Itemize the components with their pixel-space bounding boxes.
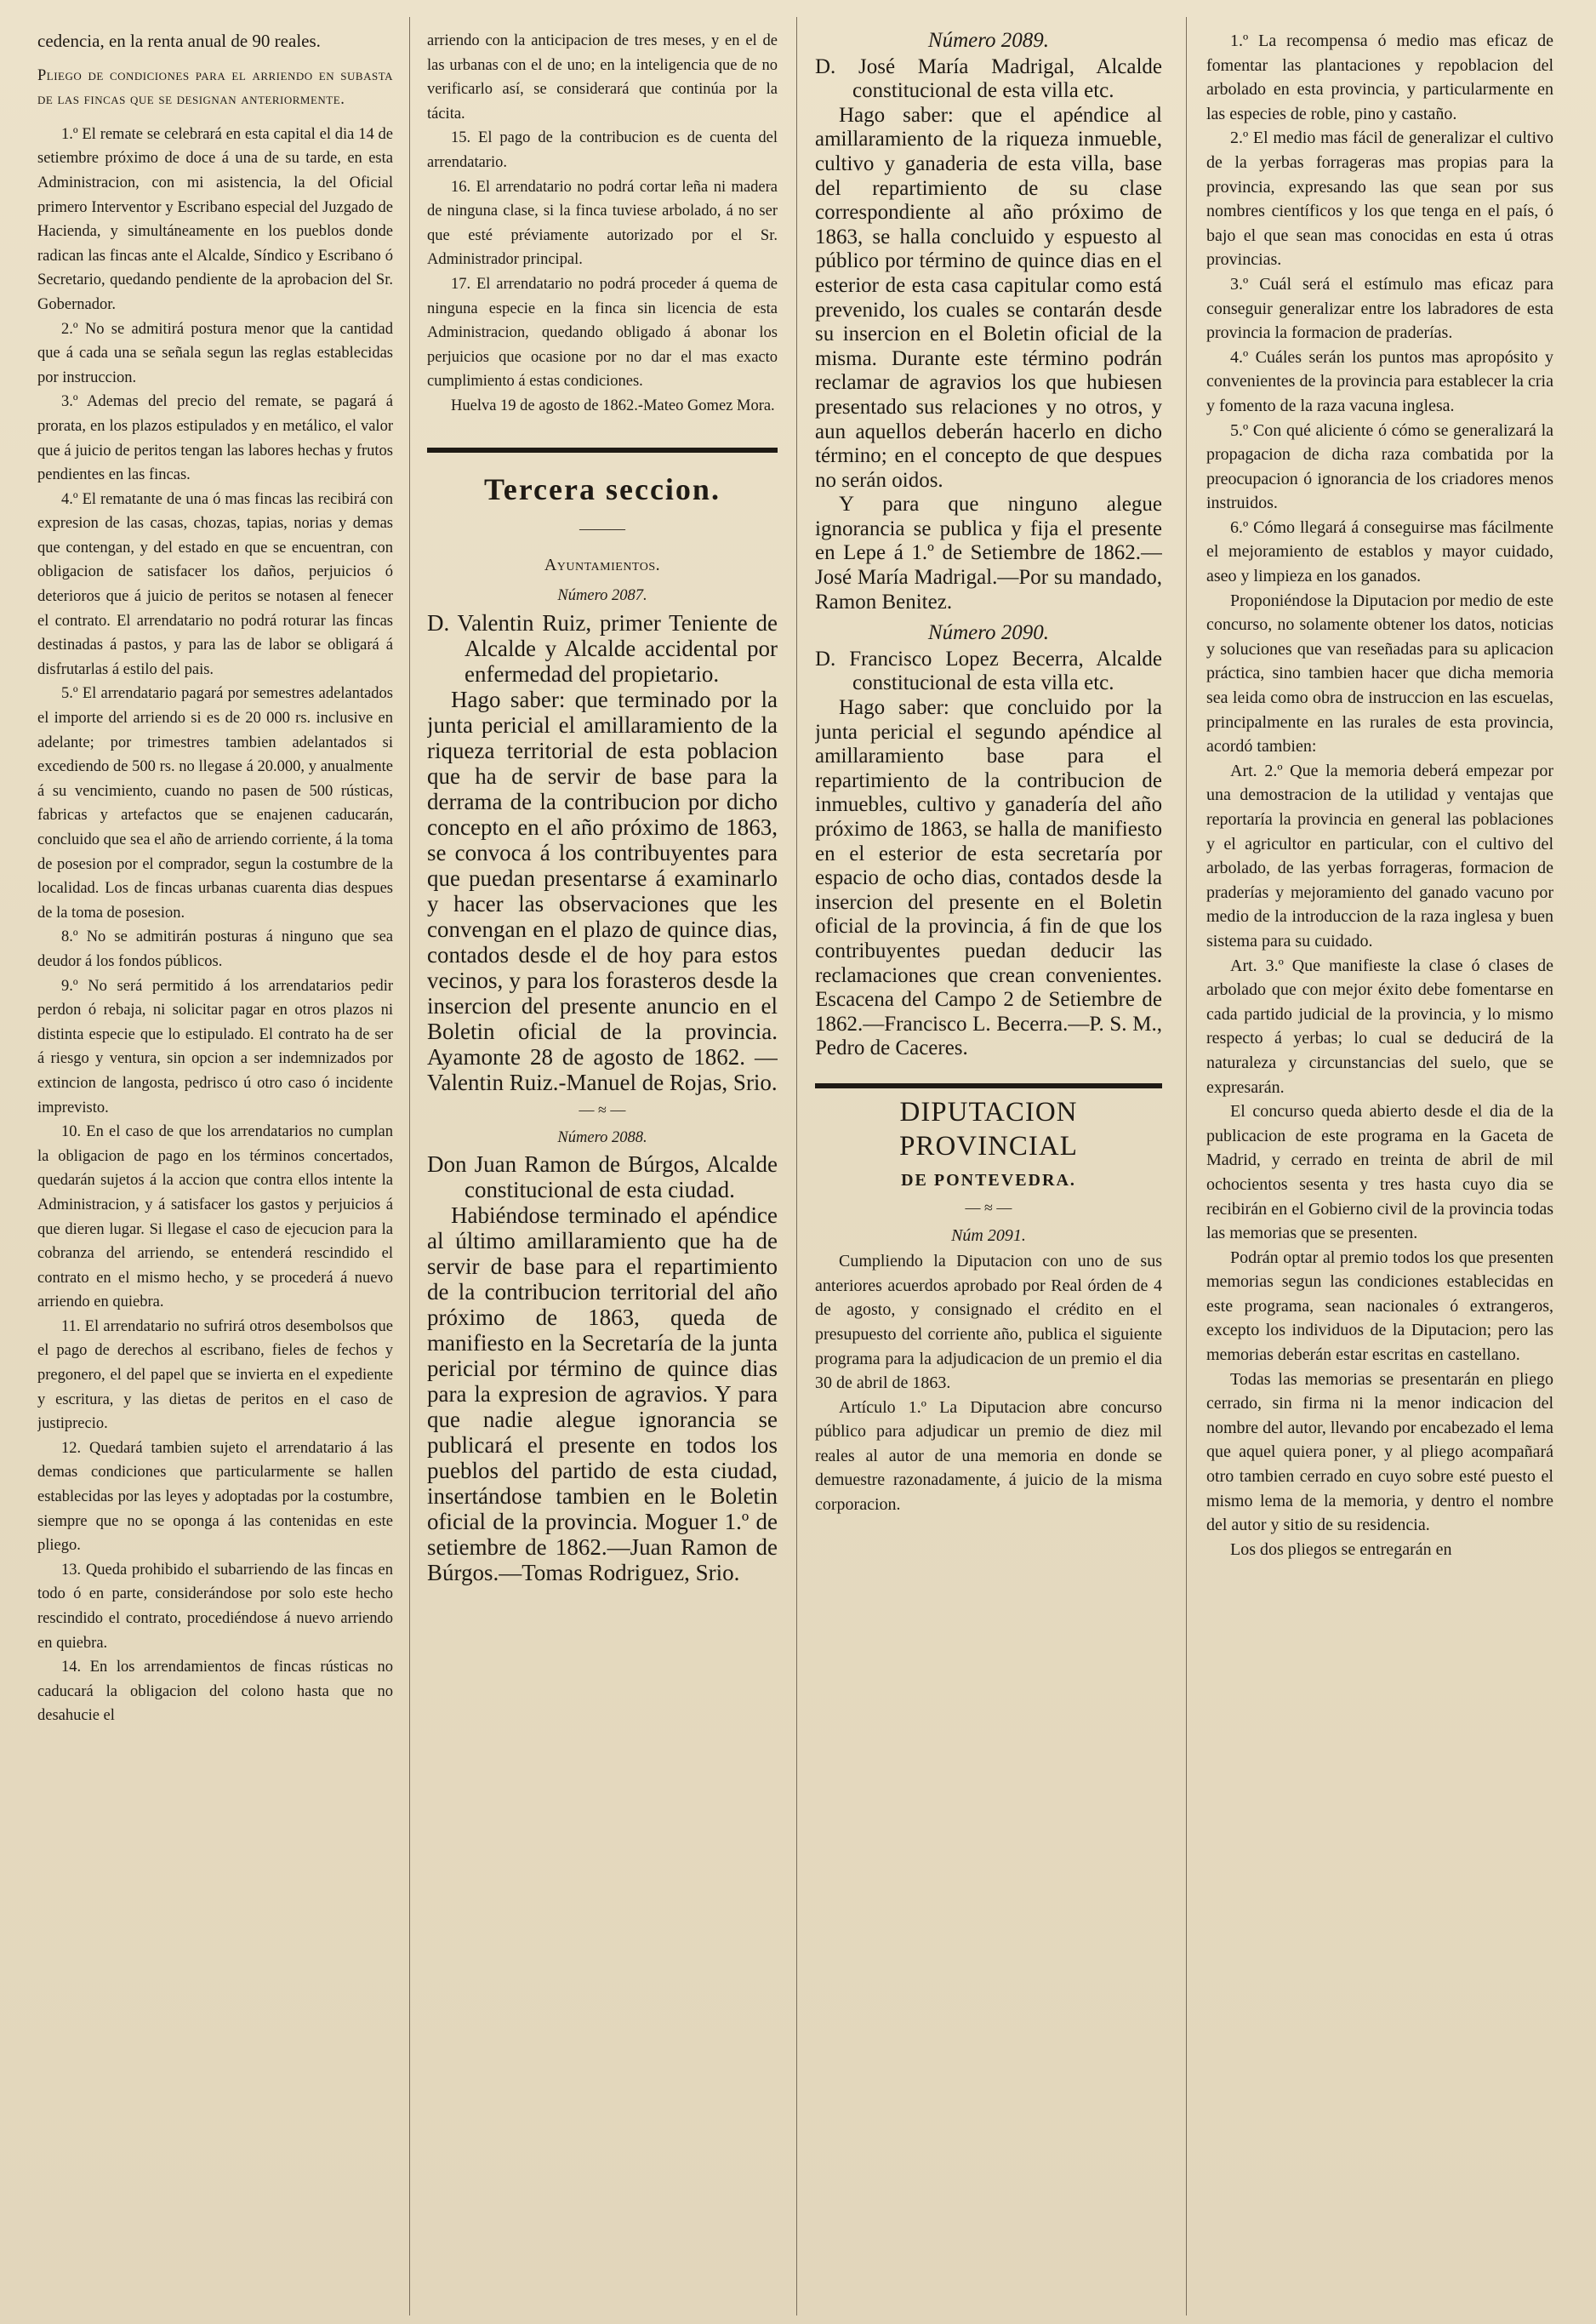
paragraph: Proponiéndose la Diputacion por medio de este concurso, no solamente obtener los datos, noticias y soluciones que van reseñadas para su aplicacion práctica, sino tambien hacer que dicha memoria sea leida como obra de instruccion en las escuelas, principalmente en las rurales de esta provincia, acordó tambien:	[1206, 591, 1553, 757]
notice-heading: D. Valentin Ruiz, primer Teniente de Alcalde y Alcalde accidental por enfermedad del propietario.	[427, 609, 778, 687]
paragraph: 6.º Cómo llegará á conseguirse mas fácilmente el mejoramiento de establos y mayor cuidado, aseo y limpieza en los ganados.	[1206, 517, 1553, 586]
paragraph: 10. En el caso de que los arrendatarios no cumplan la obligacion de pago en los términos concertados, quedarán sujetos á la accion que contra ellos intente la Administracion, y á satisfacer los gastos y perjuicios á que dieren lugar. Si llegase el caso de ejecucion para la cobranza del arriendo, se entenderá rescindido el contrato en el mismo hecho, y se procederá á nuevo arriendo en quiebra.	[37, 1123, 393, 1311]
notice-body: Artículo 1.º La Diputacion abre concurso público para adjudicar un premio de diez mil reales al autor de una memoria en donde se demuestre razonadamente, á juicio de la misma corporacion.	[815, 1397, 1162, 1515]
notice-body: Cumpliendo la Diputacion con uno de sus anteriores acuerdos aprobado por Real órden de 4 de agosto, y consignado el crédito en el presupuesto del corriente año, publica el siguiente programa para la adjudicacion de un premio el dia 30 de abril de 1863.	[815, 1252, 1162, 1393]
paragraph: 16. El arrendatario no podrá cortar leña ni madera de ninguna clase, si la finca tuviese arbolado, á no ser que esté préviamente autorizado por el Sr. Administrador principal.	[427, 178, 778, 269]
notice-number: Número 2088.	[557, 1128, 647, 1146]
ornament-divider: ———	[579, 519, 625, 537]
paragraph: 4.º Cuáles serán los puntos mas apropósito y convenientes de la provincia para establecer la cria y fomento de la raza vacuna inglesa.	[1206, 347, 1553, 415]
notice-body: Hago saber: que el apéndice al amillaramiento de la riqueza inmueble, cultivo y ganaderia de esta villa, base del repartimiento de su clase correspondiente al año próximo de 1863, se halla concluido y espuesto al público por término de quince dias en el esterior de esta casa capitular como está prevenido, los cuales se contarán desde su insercion en el Boletin oficial de la misma. Durante este término podrán reclamar de agravios los que hubiesen presentado sus relaciones y no otros, y aun aquellos deberán hacerlo en dicho término; en el concepto de que despues no serán oidos.	[815, 103, 1162, 492]
notice-number: Número 2089.	[927, 29, 1050, 52]
notice-body: Hago saber: que terminado por la junta pericial el amillaramiento de la riqueza territorial de esta poblacion que ha de servir de base para la derrama de la contribucion por dicho concepto en el año próximo de 1863, se convoca á los contribuyentes para que puedan presentarse á examinarlo y hacer las observaciones que les convengan en el plazo de quince dias, contados desde el de hoy para estos vecinos, y para los forasteros desde la insercion del presente anuncio en el Boletin oficial de la provincia. Ayamonte 28 de agosto de 1862. —Valentin Ruiz.-Manuel de Rojas, Srio.	[427, 686, 778, 1095]
conditions-heading: Pliego de condiciones para el arriendo en subasta de las fincas que se designan anteriormente.	[37, 66, 393, 109]
paragraph: 17. El arrendatario no podrá proceder á quema de ninguna especie en la finca sin licencia de esta Administracion, quedando obligado á abonar los perjuicios que ocasione por no dar el mas exacto cumplimiento á estas condiciones.	[427, 275, 778, 391]
column-2	[427, 29, 778, 2307]
paragraph: 4.º El rematante de una ó mas fincas las recibirá con expresion de las casas, chozas, tapias, norias y demas que contengan, y del estado en que se encuentran, con obligacion de satisfacer los daños, perjuicios ó deterioros que á juicio de peritos se notasen al fenecer el contrato. El arrendatario no podrá roturar las fincas destinadas á pastos, y para las de labor se obligará á disfrutarlas á estilo del pais.	[37, 490, 393, 678]
paragraph: Los dos pliegos se entregarán en	[1230, 1539, 1452, 1559]
notice-heading: D. José María Madrigal, Alcalde constitucional de esta villa etc.	[815, 54, 1162, 103]
subsection-heading: Ayuntamientos.	[544, 555, 661, 574]
notice-body: Habiéndose terminado el apéndice al último amillaramiento que ha de servir de base para el repartimiento de la contribucion territorial del año próximo de 1863, queda de manifiesto en la Secretaría de la junta pericial por término de quince dias para la expresion de agravios. Y para que nadie alegue ignorancia se publicará el presente en todos los pueblos del partido de esta ciudad, insertándose tambien en le Boletin oficial de la provincia. Moguer 1.º de setiembre de 1862.—Juan Ramon de Búrgos.—Tomas Rodriguez, Srio.	[427, 1202, 778, 1586]
notice-number: Núm 2091.	[951, 1225, 1026, 1245]
paragraph: 1.º La recompensa ó medio mas eficaz de fomentar las plantaciones y repoblacion del arbolado en esta provincia, y particularmente en las especies de roble, pino y castaño.	[1206, 31, 1553, 123]
notice-number: Número 2087.	[557, 587, 647, 605]
paragraph: 2.º El medio mas fácil de generalizar el cultivo de la yerbas forrageras mas propias para la provincia, expresando las que sean por sus nombres científicos y los que tenga en el país, ó bajo el que sean mas conocidas en esta ú otras provincias.	[1206, 128, 1553, 270]
column-4	[1206, 29, 1553, 2307]
paragraph: 5.º El arrendatario pagará por semestres adelantados el importe del arriendo si es de 20 000 rs. inclusive en adelante; por trimestres tambien adelantados si excediendo de 500 rs. no llegase á 20.000, y anualmente á su vencimiento, cuando no pasen de 500 rústicas, fabricas y artefactos que se enajenen caducarán, concluido que sea el año de arriendo corriente, á la toma de posesion por el comprador, segun la costumbre de la localidad. Los de fincas urbanas cuarenta dias despues de la toma de posesion.	[37, 685, 393, 922]
paragraph: 8.º No se admitirán posturas á ninguno que sea deudor á los fondos públicos.	[37, 928, 393, 970]
paragraph: 3.º Ademas del precio del remate, se pagará á prorata, en los plazos estipulados y en metálico, el valor que á juicio de peritos tengan las labores hechas y frutos pendientes en las fincas.	[37, 393, 393, 484]
paragraph: Art. 2.º Que la memoria deberá empezar por una demostracion de la utilidad y ventajas que reportaría la provincia en general las poblaciones y el agricultor en particular, con el cultivo del arbolado, de las yerbas forrageras, formacion de praderías y mejoramiento del ganado vacuno por medio de la introduccion de la raza inglesa y buen sistema para su cuidado.	[1206, 761, 1553, 951]
paragraph: 15. El pago de la contribucion es de cuenta del arrendatario.	[427, 129, 778, 171]
column-1	[37, 29, 393, 2307]
paragraph: 9.º No será permitido á los arrendatarios pedir perdon ó rebaja, ni solicitar pagar en otros plazos ni distinta especie que lo estipulado. El contrato ha de ser á riesgo y ventura, sin opcion a ser indemnizados por extincion de langosta, pedrisco ú otro caso ó incidente imprevisto.	[37, 977, 393, 1116]
diputacion-subtitle: DE PONTEVEDRA.	[901, 1170, 1076, 1190]
notice-heading: D. Francisco Lopez Becerra, Alcalde constitucional de esta villa etc.	[815, 647, 1162, 695]
column-divider	[409, 17, 410, 2315]
paragraph: Art. 3.º Que manifieste la clase ó clases de arbolado que con mejor éxito debe fomentarse en cada partido judicial de la provincia, y lo mismo respecto á yerbas; lo cual se deducirá de la naturaleza y circunstancias del suelo, que se expresarán.	[1206, 956, 1553, 1097]
notice-heading: Don Juan Ramon de Búrgos, Alcalde constitucional de esta ciudad.	[427, 1151, 778, 1203]
ornament-divider: — ≈ —	[579, 1100, 626, 1118]
paragraph: arriendo con la anticipacion de tres meses, y en el de las urbanas con el de uno; en la inteligencia que de no verificarlo así, se considerará que continúa por la tácita.	[427, 32, 778, 123]
paragraph: 3.º Cuál será el estímulo mas eficaz para conseguir generalizar entre los labradores de esta provincia la formacion de praderías.	[1206, 274, 1553, 343]
section-rule	[427, 448, 778, 453]
paragraph: 11. El arrendatario no sufrirá otros desembolsos que el pago de derechos al escribano, fieles de fechos y pregonero, el del papel que se invierta en el expediente y escritura, y las dietas de peritos en el caso de justiprecio.	[37, 1317, 393, 1433]
column-3	[815, 29, 1162, 2307]
paragraph: Todas las memorias se presentarán en pliego cerrado, sin firma ni la menor indicacion del nombre del autor, llevando por encabezado el lema que aquel quiera poner, y al pliego acompañará otro tambien cerrado en cuyo sobre esté puesto el mismo lema de la memoria, y dentro el nombre del autor y sitio de su residencia.	[1206, 1369, 1553, 1535]
paragraph: El concurso queda abierto desde el dia de la publicacion de este programa en la Gaceta de Madrid, y cerrado en treinta de abril de mil ochocientos sesenta y tres hasta cuyo dia se recibirán en el Gobierno civil de la provincia todas las memorias que se presenten.	[1206, 1102, 1553, 1243]
column-divider	[1186, 17, 1187, 2315]
paragraph: 12. Quedará tambien sujeto el arrendatario á las demas condiciones que particularmente se hallen establecidas por las leyes y adoptadas por la costumbre, siempre que no se oponga á las contenidas en este pliego.	[37, 1439, 393, 1555]
paragraph: 5.º Con qué aliciente ó cómo se generalizará la propagacion de dicha raza combatida por la preocupacion ó ignorancia de los criadores menos instruidos.	[1206, 420, 1553, 513]
column-divider	[796, 17, 797, 2315]
notice-body: Hago saber: que concluido por la junta pericial el segundo apéndice al amillaramiento base para el repartimiento de la contribucion de inmuebles, cultivo y ganadería del año próximo de 1863, se halla de manifiesto en el esterior de esta secretaría por espacio de ocho dias, contados desde la insercion del presente en el Boletin oficial de la provincia, á fin de que los contribuyentes puedan deducir las reclamaciones que crean convenientes. Escacena del Campo 2 de Setiembre de 1862.—Francisco L. Becerra.—P. S. M., Pedro de Caceres.	[815, 696, 1162, 1060]
paragraph: 14. En los arrendamientos de fincas rústicas no caducará la obligacion del colono hasta que no desahucie el	[37, 1659, 393, 1725]
notice-number: Número 2090.	[927, 621, 1050, 645]
paragraph: 13. Queda prohibido el subarriendo de las fincas en todo ó en parte, considerándose por solo este hecho rescindido el contrato, procediéndose á nuevo arriendo en quiebra.	[37, 1561, 393, 1652]
section-title: Tercera seccion.	[484, 471, 721, 506]
section-rule	[815, 1083, 1162, 1088]
diputacion-title: DIPUTACION PROVINCIAL	[899, 1096, 1078, 1162]
paragraph: 1.º El remate se celebrará en esta capital el dia 14 de setiembre próximo de doce á una de su tarde, en esta Administracion, con mi asistencia, la del Oficial primero Interventor y Escribano especial del Juzgado de Hacienda, y simultáneamente en los pueblos donde radican las fincas ante el Alcalde, Síndico y Escribano ó Secretario, quedando pendiente de la aprobacion del Sr. Gobernador.	[37, 125, 393, 313]
signature-line: Huelva 19 de agosto de 1862.-Mateo Gomez Mora.	[451, 397, 775, 414]
paragraph: 2.º No se admitirá postura menor que la cantidad que á cada una se señala segun las reglas establecidas por instruccion.	[37, 320, 393, 386]
paragraph: cedencia, en la renta anual de 90 reales.	[37, 31, 321, 51]
paragraph: Podrán optar al premio todos los que presenten memorias segun las condiciones establecidas en este programa, sean nacionales ó extrangeros, excepto los individuos de la Diputacion; pero las memorias deberán estar escritas en castellano.	[1206, 1248, 1553, 1365]
ornament-divider: — ≈ —	[965, 1198, 1012, 1216]
notice-body: Y para que ninguno alegue ignorancia se publica y fija el presente en Lepe á 1.º de Setiembre de 1862.—José María Madrigal.—Por su mandado, Ramon Benitez.	[815, 493, 1162, 614]
